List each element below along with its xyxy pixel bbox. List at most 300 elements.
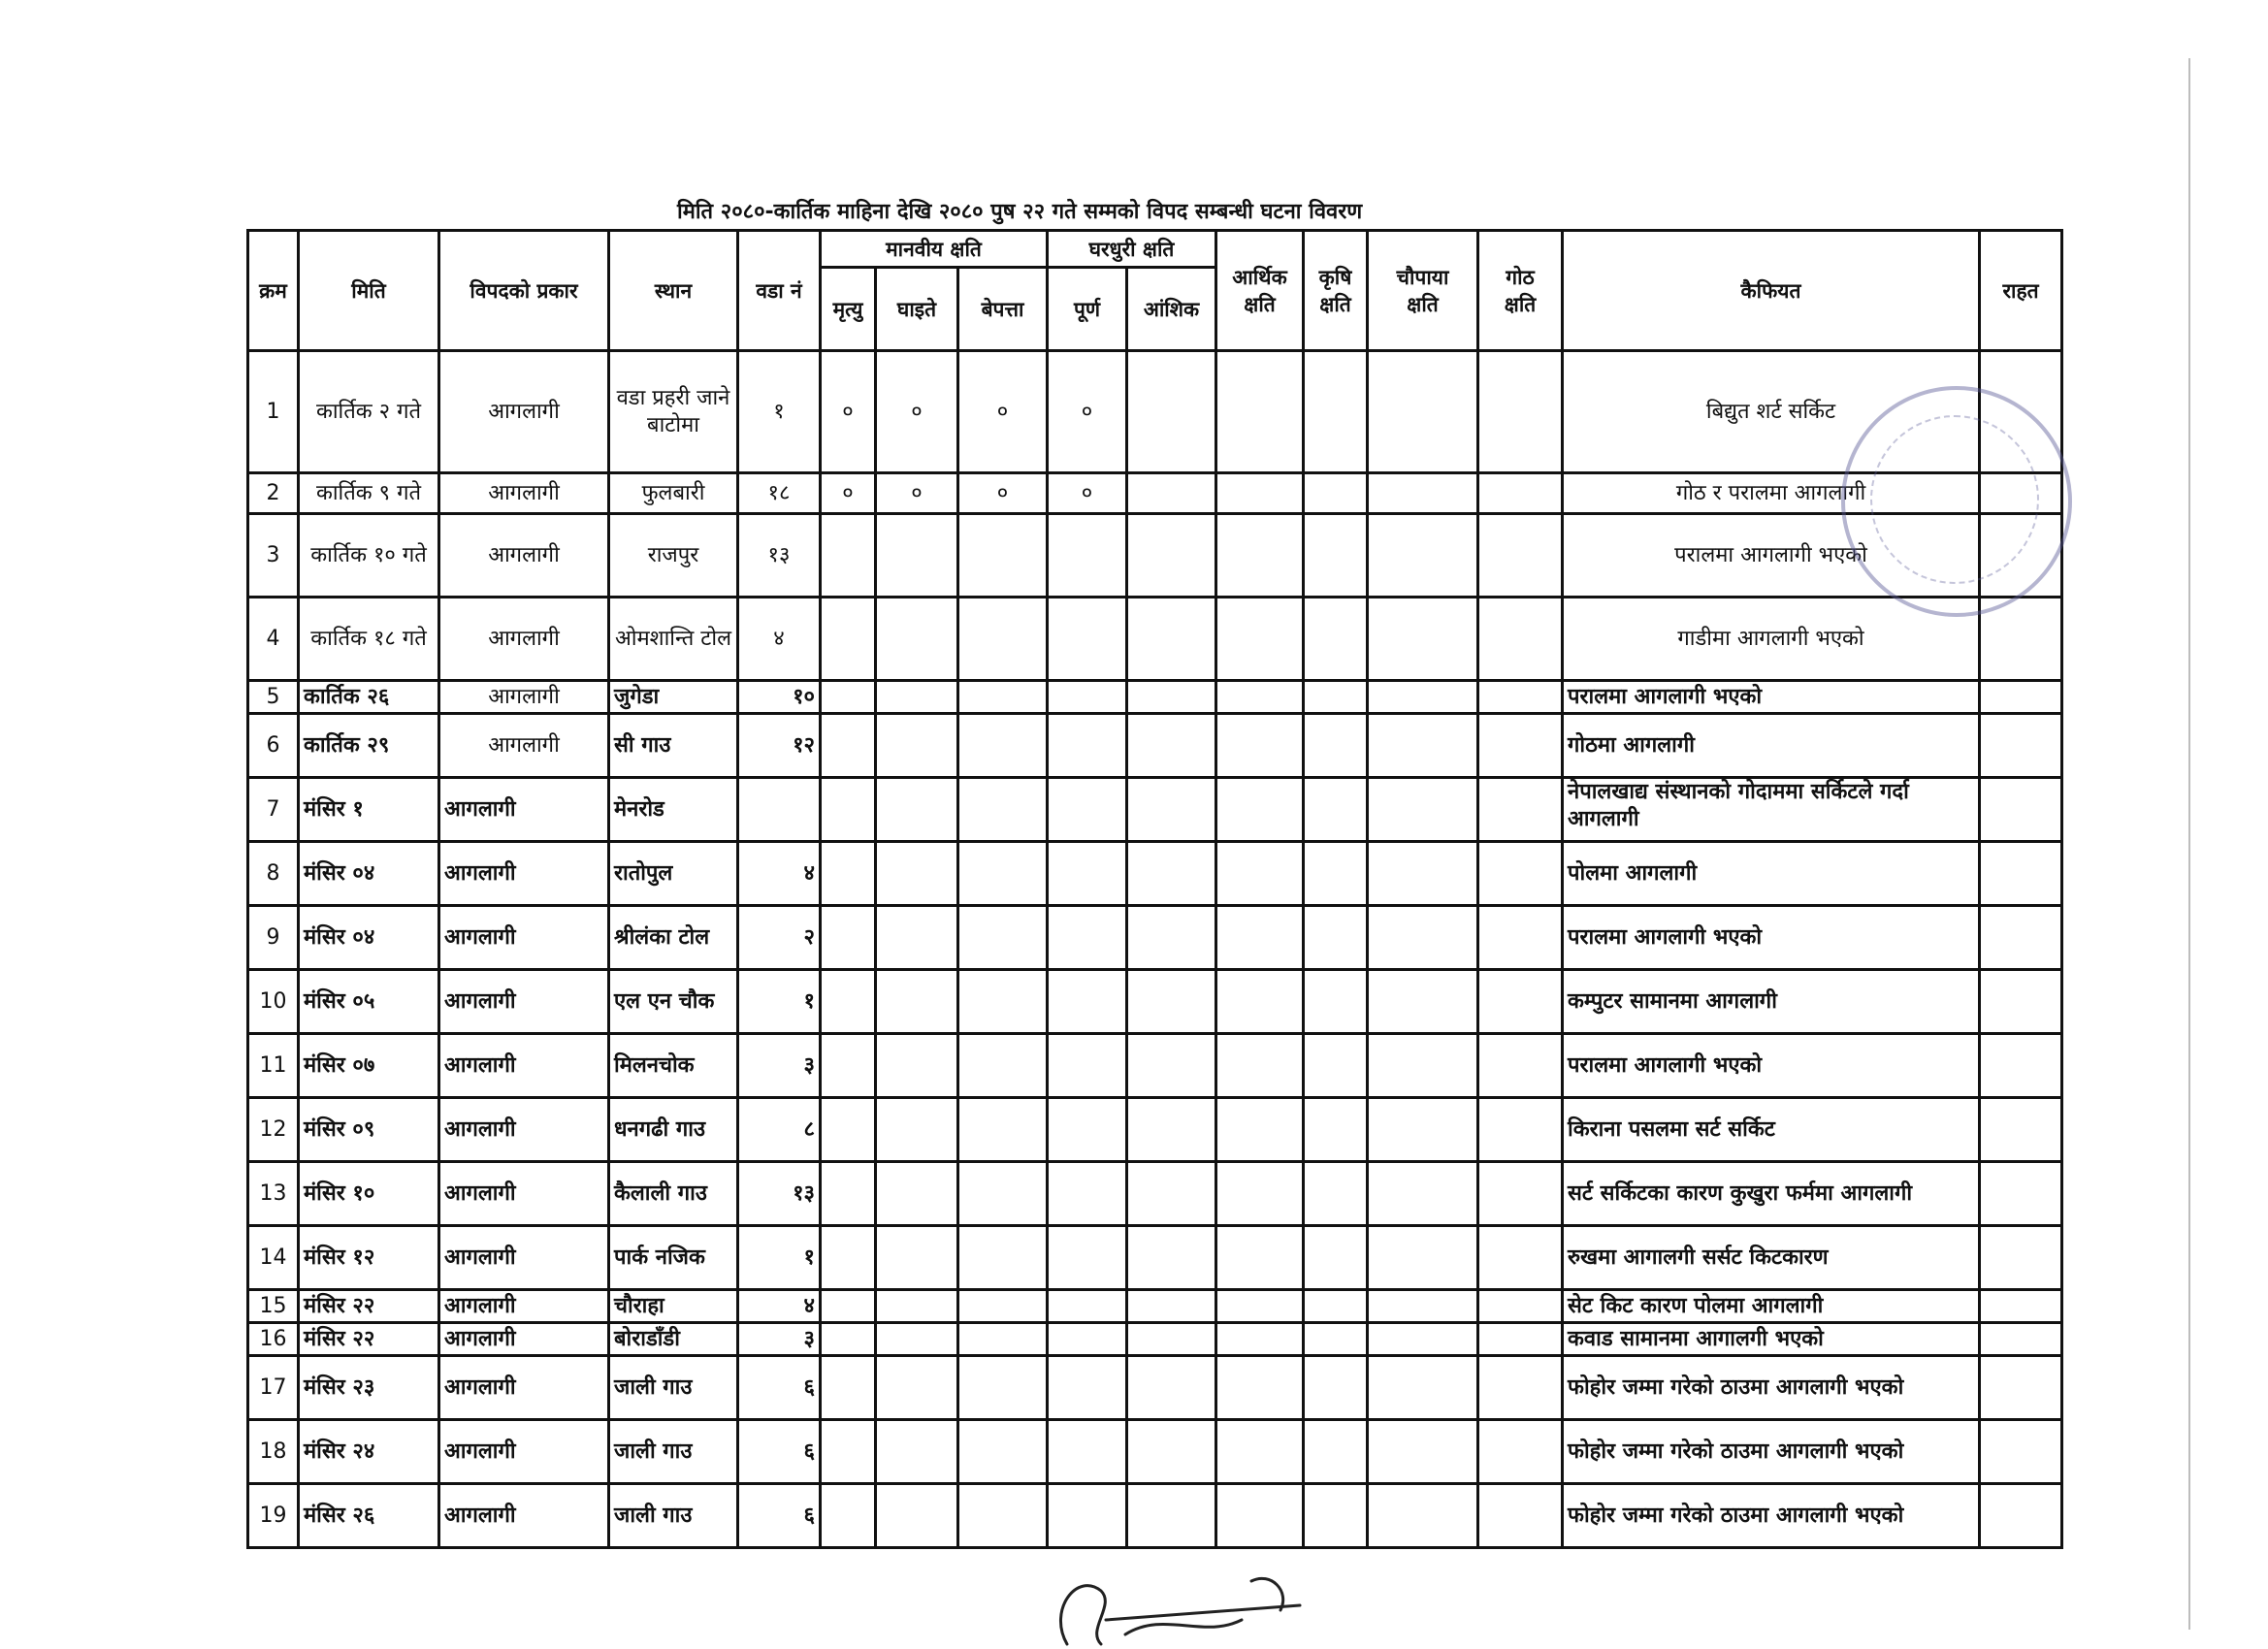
row-full xyxy=(1048,1356,1127,1420)
row-date: कार्तिक २ गते xyxy=(299,351,439,473)
row-remarks: कवाड सामानमा आगालगी भएको xyxy=(1563,1323,1980,1356)
row-type: आगलागी xyxy=(439,1290,609,1323)
row-full xyxy=(1048,1098,1127,1162)
row-injured xyxy=(876,681,958,714)
row-death xyxy=(821,1420,876,1484)
row-relief xyxy=(1980,1484,2062,1548)
row-livestock xyxy=(1368,1034,1478,1098)
row-remarks: गाडीमा आगलागी भएको xyxy=(1563,598,1980,681)
row-economic xyxy=(1216,1323,1304,1356)
row-shed xyxy=(1478,842,1563,906)
row-serial: 18 xyxy=(248,1420,299,1484)
row-missing xyxy=(958,1356,1048,1420)
row-agri xyxy=(1304,1323,1368,1356)
row-ward: ३ xyxy=(738,1034,821,1098)
row-serial: 7 xyxy=(248,778,299,842)
row-type: आगलागी xyxy=(439,1323,609,1356)
row-economic xyxy=(1216,970,1304,1034)
row-serial: 4 xyxy=(248,598,299,681)
row-economic xyxy=(1216,1484,1304,1548)
row-livestock xyxy=(1368,1226,1478,1290)
row-serial: 14 xyxy=(248,1226,299,1290)
row-remarks: गोठ र परालमा आगलागी xyxy=(1563,473,1980,514)
row-place: सी गाउ xyxy=(609,714,738,778)
header-ward-no: वडा नं xyxy=(738,231,821,351)
row-full: ० xyxy=(1048,351,1127,473)
row-partial xyxy=(1127,1356,1216,1420)
row-injured xyxy=(876,1226,958,1290)
row-economic xyxy=(1216,598,1304,681)
row-missing xyxy=(958,714,1048,778)
row-partial xyxy=(1127,1098,1216,1162)
row-injured xyxy=(876,1323,958,1356)
row-serial: 15 xyxy=(248,1290,299,1323)
row-missing xyxy=(958,514,1048,598)
row-type: आगलागी xyxy=(439,514,609,598)
row-remarks: सर्ट सर्किटका कारण कुखुरा फर्ममा आगलागी xyxy=(1563,1162,1980,1226)
row-livestock xyxy=(1368,351,1478,473)
row-partial xyxy=(1127,906,1216,970)
header-shed-loss xyxy=(1478,231,1563,351)
header-economic-loss xyxy=(1216,231,1304,351)
row-economic xyxy=(1216,351,1304,473)
row-full xyxy=(1048,906,1127,970)
row-serial: 2 xyxy=(248,473,299,514)
row-date: कार्तिक १८ गते xyxy=(299,598,439,681)
row-date: मंसिर २६ xyxy=(299,1484,439,1548)
row-missing xyxy=(958,842,1048,906)
row-ward: १० xyxy=(738,681,821,714)
table-row xyxy=(248,1484,2062,1548)
row-date: मंसिर २३ xyxy=(299,1356,439,1420)
row-type: आगलागी xyxy=(439,473,609,514)
row-death xyxy=(821,1323,876,1356)
row-death xyxy=(821,714,876,778)
row-economic xyxy=(1216,1034,1304,1098)
row-full: ० xyxy=(1048,473,1127,514)
row-remarks: परालमा आगलागी भएको xyxy=(1563,1034,1980,1098)
row-partial xyxy=(1127,514,1216,598)
row-injured xyxy=(876,1420,958,1484)
row-agri xyxy=(1304,351,1368,473)
header-shed-loss-line1: गोठ xyxy=(1506,265,1535,289)
row-remarks: सेट किट कारण पोलमा आगलागी xyxy=(1563,1290,1980,1323)
row-date: कार्तिक ९ गते xyxy=(299,473,439,514)
table-row xyxy=(248,906,2062,970)
row-shed xyxy=(1478,351,1563,473)
row-partial xyxy=(1127,1420,1216,1484)
row-date: मंसिर ०४ xyxy=(299,906,439,970)
row-date: मंसिर २२ xyxy=(299,1290,439,1323)
row-full xyxy=(1048,970,1127,1034)
row-type: आगलागी xyxy=(439,1484,609,1548)
row-agri xyxy=(1304,1098,1368,1162)
row-agri xyxy=(1304,514,1368,598)
header-shed-loss-line2: क्षति xyxy=(1504,292,1537,316)
table-row xyxy=(248,842,2062,906)
row-shed xyxy=(1478,1098,1563,1162)
row-type: आगलागी xyxy=(439,1226,609,1290)
row-full xyxy=(1048,842,1127,906)
row-full xyxy=(1048,1034,1127,1098)
row-type: आगलागी xyxy=(439,1162,609,1226)
signature-icon xyxy=(1009,1552,1358,1649)
row-type: आगलागी xyxy=(439,598,609,681)
row-injured xyxy=(876,1098,958,1162)
row-ward: ६ xyxy=(738,1356,821,1420)
row-missing xyxy=(958,1484,1048,1548)
row-date: मंसिर ०४ xyxy=(299,842,439,906)
row-livestock xyxy=(1368,906,1478,970)
row-relief xyxy=(1980,681,2062,714)
row-relief xyxy=(1980,1323,2062,1356)
row-economic xyxy=(1216,681,1304,714)
row-ward: १ xyxy=(738,1226,821,1290)
row-agri xyxy=(1304,1484,1368,1548)
row-livestock xyxy=(1368,681,1478,714)
row-shed xyxy=(1478,1420,1563,1484)
row-relief xyxy=(1980,1356,2062,1420)
row-full xyxy=(1048,1420,1127,1484)
row-shed xyxy=(1478,473,1563,514)
row-place: एल एन चौक xyxy=(609,970,738,1034)
row-date: मंसिर ०९ xyxy=(299,1098,439,1162)
row-missing xyxy=(958,1420,1048,1484)
row-missing xyxy=(958,1098,1048,1162)
row-date: कार्तिक १० गते xyxy=(299,514,439,598)
row-ward: ८ xyxy=(738,1098,821,1162)
row-injured xyxy=(876,1356,958,1420)
row-ward: १२ xyxy=(738,714,821,778)
row-partial xyxy=(1127,473,1216,514)
row-injured: ० xyxy=(876,473,958,514)
row-agri xyxy=(1304,473,1368,514)
row-agri xyxy=(1304,681,1368,714)
row-ward: ६ xyxy=(738,1484,821,1548)
row-remarks: किराना पसलमा सर्ट सर्किट xyxy=(1563,1098,1980,1162)
row-death xyxy=(821,1226,876,1290)
row-relief xyxy=(1980,1420,2062,1484)
row-ward: १८ xyxy=(738,473,821,514)
row-serial: 8 xyxy=(248,842,299,906)
row-shed xyxy=(1478,970,1563,1034)
row-death xyxy=(821,842,876,906)
row-serial: 1 xyxy=(248,351,299,473)
row-economic xyxy=(1216,1226,1304,1290)
row-serial: 13 xyxy=(248,1162,299,1226)
row-shed xyxy=(1478,1323,1563,1356)
row-relief xyxy=(1980,906,2062,970)
row-economic xyxy=(1216,906,1304,970)
row-place: फुलबारी xyxy=(609,473,738,514)
row-shed xyxy=(1478,714,1563,778)
row-death xyxy=(821,1484,876,1548)
row-missing xyxy=(958,906,1048,970)
row-place: जाली गाउ xyxy=(609,1356,738,1420)
row-partial xyxy=(1127,714,1216,778)
row-ward: ४ xyxy=(738,1290,821,1323)
row-livestock xyxy=(1368,598,1478,681)
table-row xyxy=(248,1290,2062,1323)
row-agri xyxy=(1304,1356,1368,1420)
row-economic xyxy=(1216,473,1304,514)
row-type: आगलागी xyxy=(439,970,609,1034)
row-shed xyxy=(1478,1034,1563,1098)
header-serial: क्रम xyxy=(248,231,299,351)
row-injured xyxy=(876,970,958,1034)
row-death xyxy=(821,681,876,714)
row-shed xyxy=(1478,1290,1563,1323)
row-injured xyxy=(876,514,958,598)
row-remarks: गोठमा आगलागी xyxy=(1563,714,1980,778)
row-injured xyxy=(876,778,958,842)
row-ward: ६ xyxy=(738,1420,821,1484)
row-full xyxy=(1048,598,1127,681)
row-missing xyxy=(958,1323,1048,1356)
row-shed xyxy=(1478,681,1563,714)
row-shed xyxy=(1478,514,1563,598)
row-livestock xyxy=(1368,1420,1478,1484)
row-livestock xyxy=(1368,514,1478,598)
row-partial xyxy=(1127,1034,1216,1098)
row-ward xyxy=(738,778,821,842)
row-agri xyxy=(1304,714,1368,778)
row-missing: ० xyxy=(958,473,1048,514)
header-economic-loss-line1: आर्थिक xyxy=(1232,265,1287,289)
row-place: जुगेडा xyxy=(609,681,738,714)
row-place: धनगढी गाउ xyxy=(609,1098,738,1162)
row-partial xyxy=(1127,681,1216,714)
table-row xyxy=(248,681,2062,714)
header-disaster-type: विपदको प्रकार xyxy=(439,231,609,351)
row-full xyxy=(1048,514,1127,598)
row-type: आगलागी xyxy=(439,1356,609,1420)
row-death xyxy=(821,1098,876,1162)
row-place: राजपुर xyxy=(609,514,738,598)
row-serial: 10 xyxy=(248,970,299,1034)
row-remarks: नेपालखाद्य संस्थानको गोदाममा सर्किटले गर्दा आगलागी xyxy=(1563,778,1980,842)
row-serial: 16 xyxy=(248,1323,299,1356)
row-place: मिलनचोक xyxy=(609,1034,738,1098)
row-date: मंसिर १२ xyxy=(299,1226,439,1290)
row-remarks: परालमा आगलागी भएको xyxy=(1563,514,1980,598)
row-date: मंसिर १ xyxy=(299,778,439,842)
row-agri xyxy=(1304,1420,1368,1484)
row-livestock xyxy=(1368,970,1478,1034)
row-injured xyxy=(876,598,958,681)
header-remarks: कैफियत xyxy=(1563,231,1980,351)
row-remarks: परालमा आगलागी भएको xyxy=(1563,681,1980,714)
row-injured: ० xyxy=(876,351,958,473)
row-economic xyxy=(1216,778,1304,842)
row-serial: 12 xyxy=(248,1098,299,1162)
row-shed xyxy=(1478,778,1563,842)
row-type: आगलागी xyxy=(439,1420,609,1484)
row-injured xyxy=(876,1162,958,1226)
header-human-loss: मानवीय क्षति xyxy=(821,231,1048,268)
row-relief xyxy=(1980,1290,2062,1323)
table-row xyxy=(248,1034,2062,1098)
table-row xyxy=(248,514,2062,598)
table-row xyxy=(248,714,2062,778)
row-full xyxy=(1048,681,1127,714)
table-row xyxy=(248,778,2062,842)
row-economic xyxy=(1216,1356,1304,1420)
row-shed xyxy=(1478,1162,1563,1226)
row-death xyxy=(821,778,876,842)
row-full xyxy=(1048,1323,1127,1356)
row-missing xyxy=(958,1290,1048,1323)
row-remarks: रुखमा आगालगी सर्सट किटकारण xyxy=(1563,1226,1980,1290)
row-economic xyxy=(1216,1420,1304,1484)
row-remarks: फोहोर जम्मा गरेको ठाउमा आगलागी भएको xyxy=(1563,1356,1980,1420)
table-row xyxy=(248,1226,2062,1290)
row-death xyxy=(821,1034,876,1098)
row-type: आगलागी xyxy=(439,778,609,842)
row-death xyxy=(821,1162,876,1226)
row-place: रातोपुल xyxy=(609,842,738,906)
table-row xyxy=(248,473,2062,514)
row-missing xyxy=(958,1034,1048,1098)
header-agri-loss-line2: क्षति xyxy=(1319,292,1351,316)
document-title: मिति २०८०-कार्तिक माहिना देखि २०८० पुष २२ गते सम्मको विपद सम्बन्धी घटना विवरण xyxy=(677,200,1363,224)
row-partial xyxy=(1127,1290,1216,1323)
header-place: स्थान xyxy=(609,231,738,351)
row-remarks: कम्पुटर सामानमा आगलागी xyxy=(1563,970,1980,1034)
row-missing xyxy=(958,970,1048,1034)
row-livestock xyxy=(1368,842,1478,906)
row-ward: १३ xyxy=(738,1162,821,1226)
row-place: मेनरोड xyxy=(609,778,738,842)
row-ward: १३ xyxy=(738,514,821,598)
row-death xyxy=(821,514,876,598)
table-row xyxy=(248,1162,2062,1226)
row-livestock xyxy=(1368,1290,1478,1323)
row-place: जाली गाउ xyxy=(609,1484,738,1548)
row-shed xyxy=(1478,906,1563,970)
row-livestock xyxy=(1368,1323,1478,1356)
row-place: वडा प्रहरी जाने बाटोमा xyxy=(609,351,738,473)
row-agri xyxy=(1304,1162,1368,1226)
row-agri xyxy=(1304,778,1368,842)
row-missing xyxy=(958,681,1048,714)
row-partial xyxy=(1127,1162,1216,1226)
row-agri xyxy=(1304,970,1368,1034)
table-row xyxy=(248,1323,2062,1356)
row-relief xyxy=(1980,1162,2062,1226)
header-full: पूर्ण xyxy=(1048,268,1127,351)
row-remarks: फोहोर जम्मा गरेको ठाउमा आगलागी भएको xyxy=(1563,1420,1980,1484)
row-date: मंसिर १० xyxy=(299,1162,439,1226)
row-ward: ३ xyxy=(738,1323,821,1356)
row-date: कार्तिक २९ xyxy=(299,714,439,778)
table-row xyxy=(248,598,2062,681)
row-relief xyxy=(1980,842,2062,906)
row-relief xyxy=(1980,970,2062,1034)
row-livestock xyxy=(1368,1098,1478,1162)
row-relief xyxy=(1980,1226,2062,1290)
row-serial: 6 xyxy=(248,714,299,778)
row-shed xyxy=(1478,598,1563,681)
row-relief xyxy=(1980,1034,2062,1098)
official-seal-inner-ring xyxy=(1870,415,2039,584)
header-date: मिति xyxy=(299,231,439,351)
row-injured xyxy=(876,906,958,970)
row-type: आगलागी xyxy=(439,1034,609,1098)
row-relief xyxy=(1980,778,2062,842)
row-serial: 3 xyxy=(248,514,299,598)
header-death: मृत्यु xyxy=(821,268,876,351)
row-partial xyxy=(1127,351,1216,473)
row-death: ० xyxy=(821,473,876,514)
header-missing: बेपत्ता xyxy=(958,268,1048,351)
row-date: मंसिर ०५ xyxy=(299,970,439,1034)
row-place: पार्क नजिक xyxy=(609,1226,738,1290)
row-type: आगलागी xyxy=(439,681,609,714)
row-livestock xyxy=(1368,714,1478,778)
row-shed xyxy=(1478,1484,1563,1548)
row-serial: 9 xyxy=(248,906,299,970)
row-date: मंसिर २२ xyxy=(299,1323,439,1356)
row-remarks: परालमा आगलागी भएको xyxy=(1563,906,1980,970)
row-missing xyxy=(958,1226,1048,1290)
row-economic xyxy=(1216,842,1304,906)
row-remarks: फोहोर जम्मा गरेको ठाउमा आगलागी भएको xyxy=(1563,1484,1980,1548)
row-type: आगलागी xyxy=(439,714,609,778)
row-remarks: बिद्युत शर्ट सर्किट xyxy=(1563,351,1980,473)
row-economic xyxy=(1216,514,1304,598)
header-house-damage: घरधुरी क्षति xyxy=(1048,231,1216,268)
row-injured xyxy=(876,1484,958,1548)
row-ward: ४ xyxy=(738,842,821,906)
row-death: ० xyxy=(821,351,876,473)
row-agri xyxy=(1304,906,1368,970)
table-body xyxy=(248,351,2062,1548)
row-date: कार्तिक २६ xyxy=(299,681,439,714)
row-partial xyxy=(1127,778,1216,842)
row-partial xyxy=(1127,842,1216,906)
row-agri xyxy=(1304,1290,1368,1323)
row-missing xyxy=(958,778,1048,842)
row-livestock xyxy=(1368,1162,1478,1226)
header-agri-loss-line1: कृषि xyxy=(1318,265,1352,289)
row-ward: १ xyxy=(738,351,821,473)
row-livestock xyxy=(1368,473,1478,514)
row-economic xyxy=(1216,1162,1304,1226)
row-death xyxy=(821,598,876,681)
row-remarks: पोलमा आगलागी xyxy=(1563,842,1980,906)
table-row xyxy=(248,1098,2062,1162)
header-livestock-loss xyxy=(1368,231,1478,351)
row-serial: 19 xyxy=(248,1484,299,1548)
row-livestock xyxy=(1368,1356,1478,1420)
row-partial xyxy=(1127,1323,1216,1356)
row-type: आगलागी xyxy=(439,1098,609,1162)
row-full xyxy=(1048,1162,1127,1226)
header-livestock-loss-line2: क्षति xyxy=(1407,292,1439,316)
row-type: आगलागी xyxy=(439,842,609,906)
row-agri xyxy=(1304,1226,1368,1290)
row-place: श्रीलंका टोल xyxy=(609,906,738,970)
header-livestock-loss-line1: चौपाया xyxy=(1396,265,1449,289)
row-date: मंसिर २४ xyxy=(299,1420,439,1484)
row-place: जाली गाउ xyxy=(609,1420,738,1484)
incident-table xyxy=(246,229,2063,1549)
row-economic xyxy=(1216,1290,1304,1323)
row-economic xyxy=(1216,714,1304,778)
table-row xyxy=(248,970,2062,1034)
row-type: आगलागी xyxy=(439,906,609,970)
